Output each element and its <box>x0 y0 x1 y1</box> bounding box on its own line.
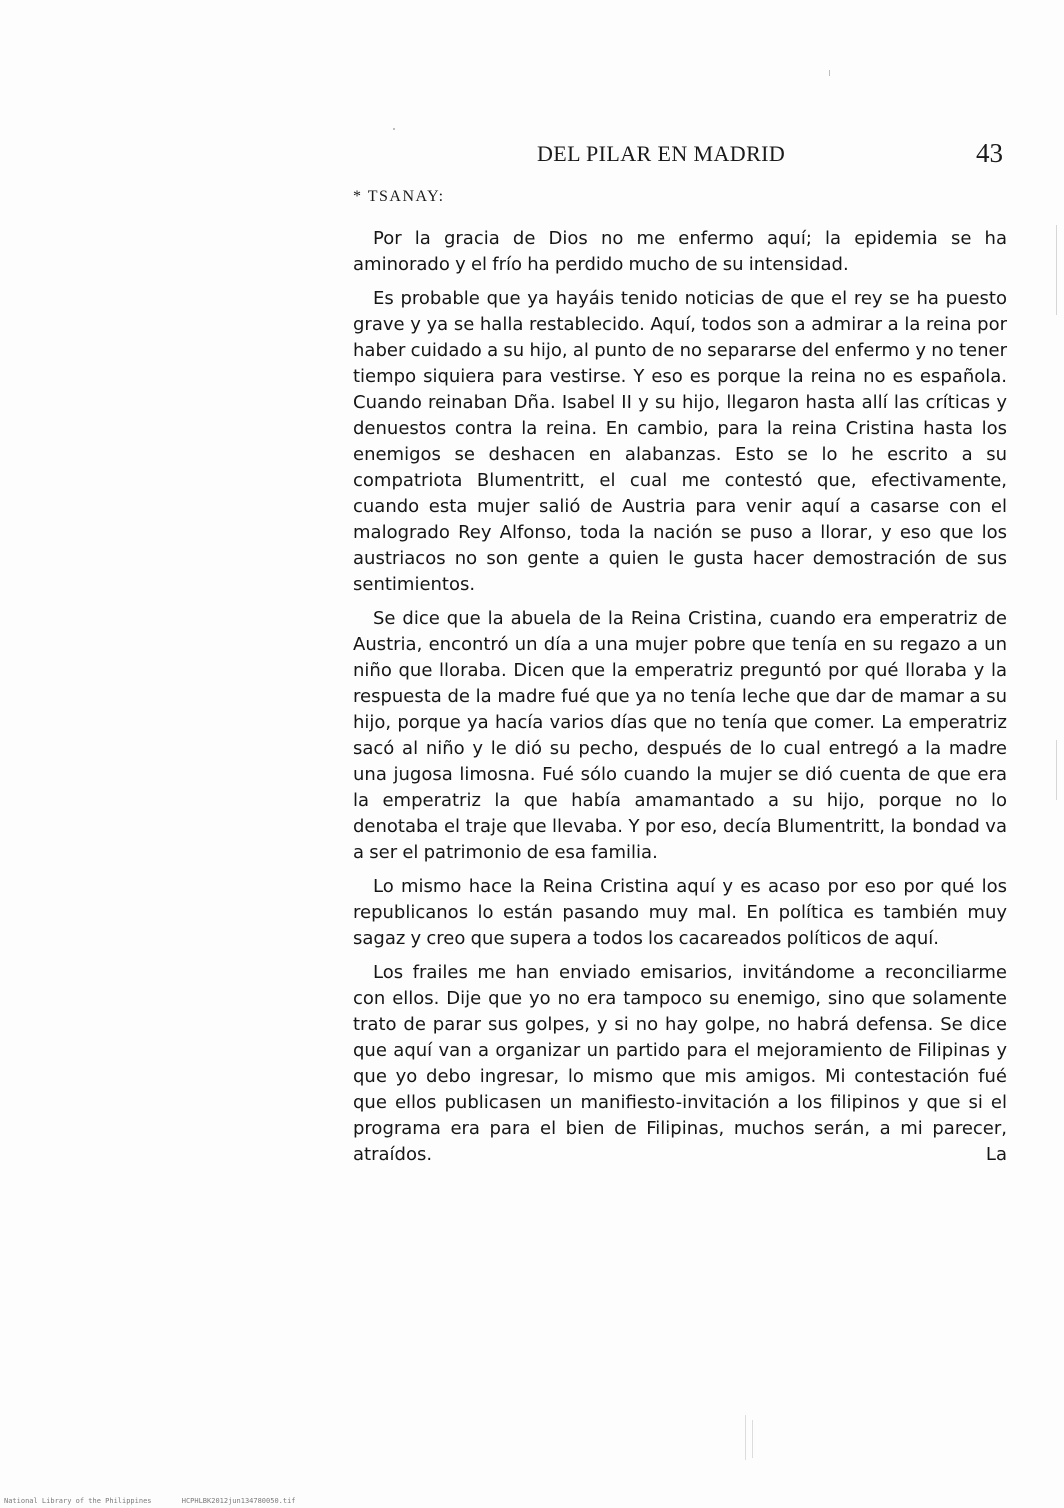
running-title: DEL PILAR EN MADRID <box>537 141 786 166</box>
paragraph: Por la gracia de Dios no me enfermo aquí; la epidemia se ha aminorado y el frío ha perdido mucho de su intensidad. <box>353 228 1007 275</box>
scan-library-label: National Library of the Philippines <box>4 1497 152 1505</box>
scan-artifact <box>745 1415 746 1460</box>
scan-artifact <box>1056 740 1057 800</box>
paragraph: Lo mismo hace la Reina Cristina aquí y es acaso por eso por qué los republicanos lo están pasando muy mal. En política es también muy sagaz y creo que supera a todos los cacareados políticos de aquí. <box>353 876 1007 949</box>
scan-artifact <box>752 1420 753 1458</box>
paragraph: Es probable que ya hayáis tenido noticias de que el rey se ha puesto grave y ya se halla restablecido. Aquí, todos son a admirar a la reina por haber cuidado a su hijo, al punto de no separarse del enfermo y no tener tiempo siquiera para vestirse. Y eso es porque la reina no es española. Cuando reinaban Dña. Isabel II y su hijo, llegaron hasta allí las críticas y denuestos contra la reina. En cambio, para la reina Cristina hasta los enemigos se deshacen en alabanzas. Esto se lo he escrito a su compatriota Blumentritt, el cual me contestó que, efectivamente, cuando esta mujer salió de Austria para venir aquí a casarse con el malogrado Rey Alfonso, toda la nación se puso a llorar, y eso que los austriacos no son gente a quien le gusta hacer demostración de sus sentimientos. <box>353 288 1007 595</box>
scan-artifact <box>829 70 830 76</box>
letter-addressee: * TSANAY: <box>353 188 445 205</box>
scan-file-id: HCPHLBK2012jun134780050.tif <box>181 1497 296 1505</box>
paragraph: Los frailes me han enviado emisarios, invitándome a reconciliarme con ellos. Dije que yo no era tampoco su enemigo, sino que solamente trato de parar sus golpes, y si no hay golpe, no habrá defensa. Se dice que aquí van a organizar un partido para el mejoramiento de Filipinas y que yo debo ingresar, lo mismo que mis amigos. Mi contestación fué que ellos publicasen un manifiesto-invitación a los filipinos y que si el programa era para el bien de Filipinas, muchos serán, a mi parecer, atraídos. La <box>353 962 1007 1165</box>
scan-footer <box>4 1497 322 1505</box>
scan-artifact <box>393 128 395 130</box>
scan-artifact <box>1056 225 1057 315</box>
page-number: 43 <box>976 138 1003 168</box>
paragraph: Se dice que la abuela de la Reina Cristina, cuando era emperatriz de Austria, encontró un día a una mujer pobre que tenía en su regazo a un niño que lloraba. Dicen que la emperatriz preguntó por qué lloraba y la respuesta de la madre fué que ya no tenía leche que dar de mamar a su hijo, porque ya hacía varios días que no tenía que comer. La emperatriz sacó al niño y le dió su pecho, después de lo cual entregó a la madre una jugosa limosna. Fué sólo cuando la mujer se dió cuenta de que era la emperatriz la que había amamantado a su hijo, porque no lo denotaba el traje que llevaba. Y por eso, decía Blumentritt, la bondad va a ser el patrimonio de esa familia. <box>353 608 1007 863</box>
letter-body <box>353 226 1007 1176</box>
